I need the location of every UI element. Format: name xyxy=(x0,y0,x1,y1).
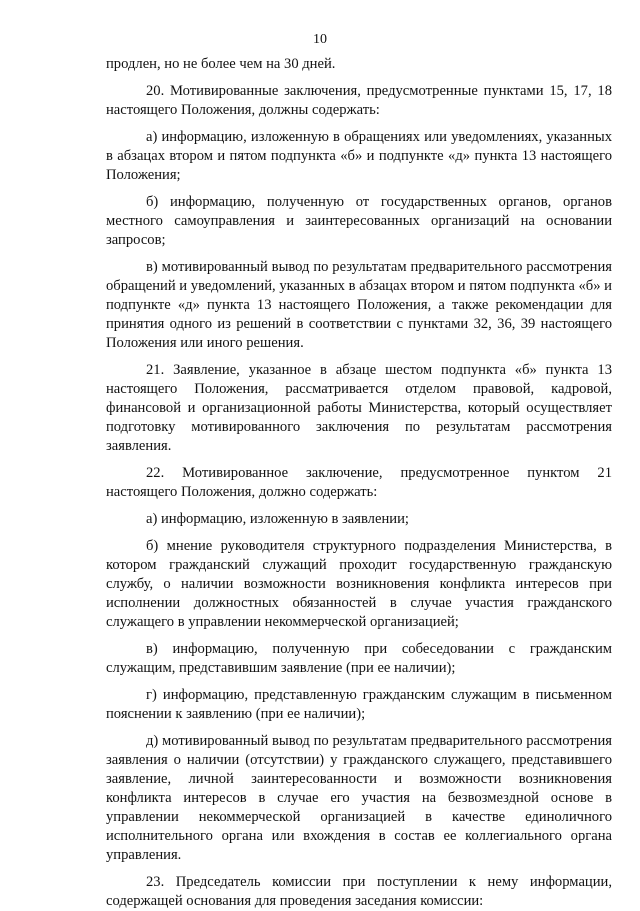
paragraph-item-22d: д) мотивированный вывод по результатам предварительного рассмотрения заявления о наличии (отсутствии) у гражданского служащего, представившего заявление, личной заинтересованности и возможности возникновения конфликта интересов в случае его участия на безвозмездной основе в управлении некоммерческой организацией в качестве единоличного исполнительного органа или вхождения в состав ее коллегиального органа управления. xyxy=(106,733,612,863)
paragraph-item-23: 23. Председатель комиссии при поступлении к нему информации, содержащей основания для проведения заседания комиссии: xyxy=(106,874,612,909)
paragraph-item-22g: г) информацию, представленную гражданским служащим в письменном пояснении к заявлению (при ее наличии); xyxy=(106,687,612,722)
paragraph-item-20v: в) мотивированный вывод по результатам предварительного рассмотрения обращений и уведомлений, указанных в абзацах втором и пятом подпункта «б» и подпункте «д» пункта 13 настоящего Положения, а также рекомендации для принятия одного из решений в соответствии с пунктами 32, 36, 39 настоящего Положения или иного решения. xyxy=(106,259,612,351)
paragraph-item-22a: а) информацию, изложенную в заявлении; xyxy=(146,511,409,527)
paragraph-item-20b: б) информацию, полученную от государственных органов, органов местного самоуправления и заинтересованных организаций на основании запросов; xyxy=(106,194,612,248)
paragraph-item-22v: в) информацию, полученную при собеседовании с гражданским служащим, представившим заявление (при ее наличии); xyxy=(106,641,612,676)
page-number: 10 xyxy=(313,32,327,47)
paragraph-continuation: продлен, но не более чем на 30 дней. xyxy=(106,56,336,72)
paragraph-item-21: 21. Заявление, указанное в абзаце шестом подпункта «б» пункта 13 настоящего Положения, рассматривается отделом правовой, кадровой, финансовой и организационной работы Министерства, который осуществляет подготовку мотивированного заключения по результатам рассмотрения заявления. xyxy=(106,362,612,454)
paragraph-item-20: 20. Мотивированные заключения, предусмотренные пунктами 15, 17, 18 настоящего Положения, должны содержать: xyxy=(106,83,612,118)
paragraph-item-22: 22. Мотивированное заключение, предусмотренное пунктом 21 настоящего Положения, должно содержать: xyxy=(106,465,612,500)
paragraph-item-22b: б) мнение руководителя структурного подразделения Министерства, в котором гражданский служащий проходит государственную гражданскую службу, о наличии возможности возникновения конфликта интересов при исполнении должностных обязанностей в случае участия гражданского служащего в управлении некоммерческой организацией; xyxy=(106,538,612,630)
paragraph-item-20a: а) информацию, изложенную в обращениях или уведомлениях, указанных в абзацах втором и пятом подпункта «б» и подпункте «д» пункта 13 настоящего Положения; xyxy=(106,129,612,183)
document-body xyxy=(106,55,612,911)
